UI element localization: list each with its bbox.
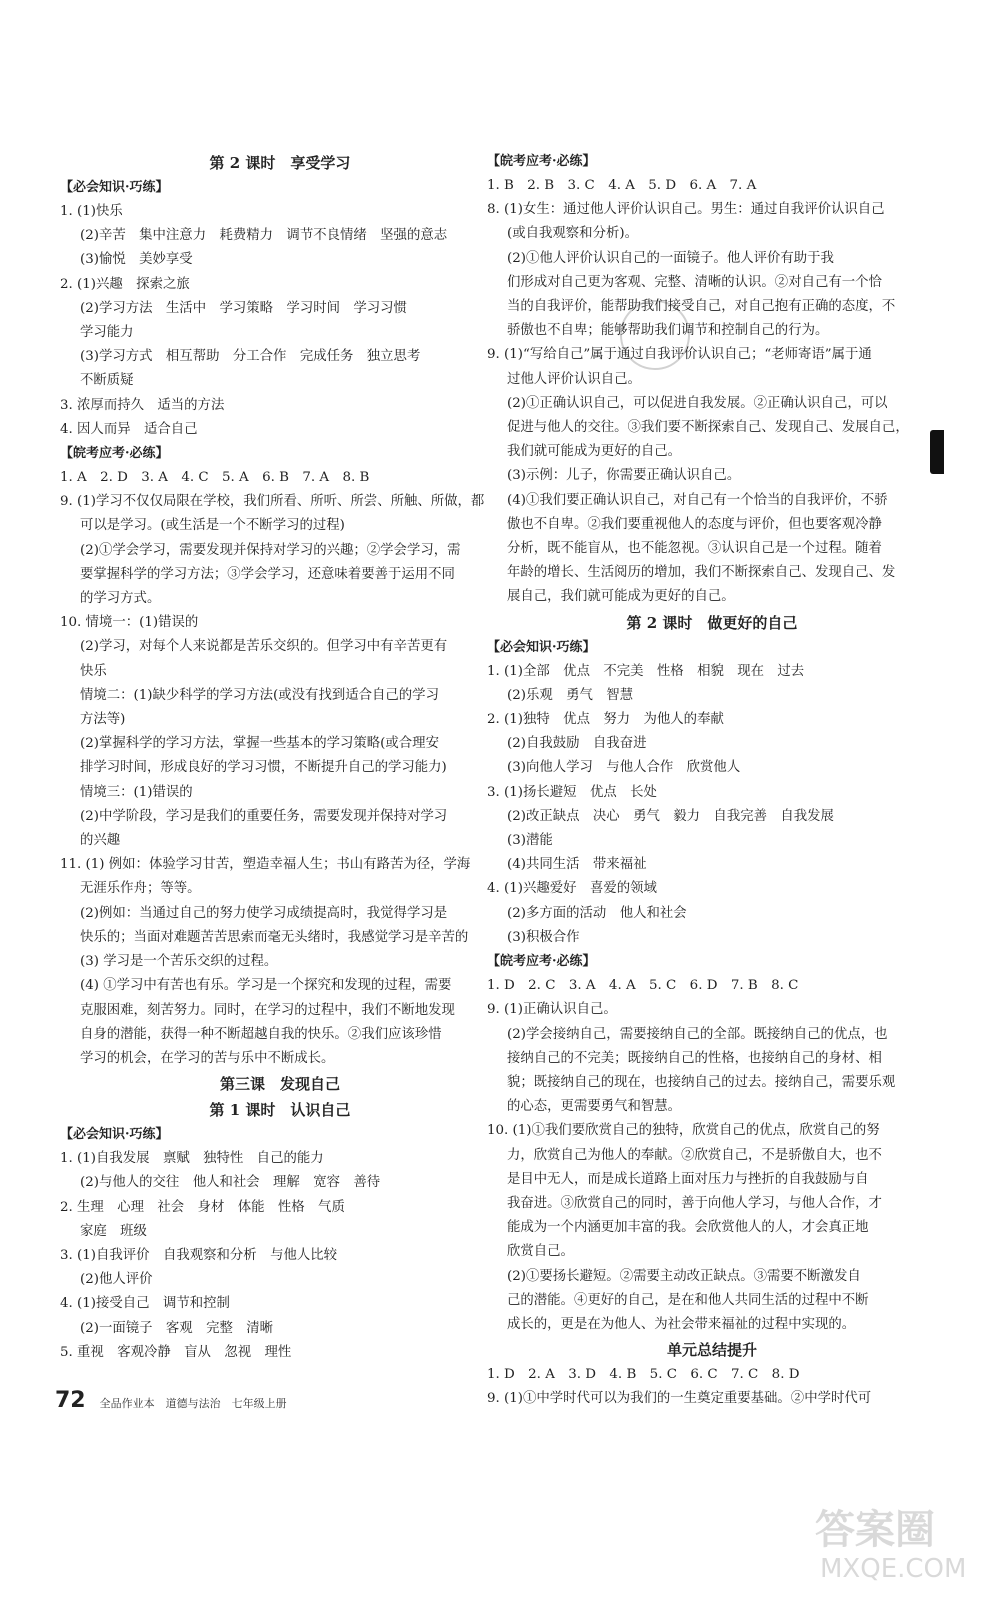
answer-line: 11. (1) 例如：体验学习甘苦，塑造幸福人生；书山有路苦为径，学海 — [60, 857, 471, 873]
answer-line: 接纳自己的不完美；既接纳自己的性格，也接纳自己的身材、相 — [507, 1050, 882, 1066]
answer-line: 8. (1)女生：通过他人评价认识自己。男生：通过自我评价认识自己 — [487, 202, 885, 218]
answer-line: 情境二：(1)缺少科学的学习方法(或没有找到适合自己的学习 — [80, 687, 439, 703]
answer-line: (3)愉悦 美妙享受 — [80, 252, 193, 268]
answer-line: 欣赏自己。 — [507, 1244, 574, 1260]
page-number: 72 — [55, 1388, 86, 1413]
answer-line: 1. (1)全部 优点 不完美 性格 相貌 现在 过去 — [487, 663, 805, 679]
answer-line: 展自己，我们就可能成为更好的自己。 — [507, 589, 735, 605]
answer-line: 9. (1)正确认识自己。 — [487, 1002, 617, 1018]
answer-line: 学习的机会，在学习的苦与乐中不断成长。 — [80, 1050, 335, 1066]
answer-line: 2. (1)兴趣 探索之旅 — [60, 276, 190, 292]
answer-line: (2)辛苦 集中注意力 耗费精力 调节不良情绪 坚强的意志 — [80, 228, 448, 244]
answer-line: 3. (1)自我评价 自我观察和分析 与他人比较 — [60, 1247, 338, 1263]
answer-line: (2)①他人评价认识自己的一面镜子。他人评价有助于我 — [507, 250, 834, 266]
answer-line: (2)①学会学习，需要发现并保持对学习的兴趣；②学会学习，需 — [80, 542, 461, 558]
answer-line: (2)改正缺点 决心 勇气 毅力 自我完善 自我发展 — [507, 808, 834, 824]
section-title: 第 2 课时 享受学习 — [209, 154, 351, 172]
answer-line: (或自我观察和分析)。 — [507, 226, 638, 242]
answer-line: 的兴趣 — [80, 833, 121, 849]
answer-line: 促进与他人的交往。③我们要不断探索自己、发现自己、发展自己， — [507, 420, 909, 436]
answer-line: (2)他人评价 — [80, 1272, 153, 1288]
answer-line: 1. D 2. C 3. A 4. A 5. C 6. D 7. B 8. C — [487, 978, 799, 994]
answer-line: (2)①正确认识自己，可以促进自我发展。②正确认识自己，可以 — [507, 395, 888, 411]
answer-line: 可以是学习。(或生活是一个不断学习的过程) — [80, 518, 345, 534]
answer-line: 10. 情境一：(1)错误的 — [60, 615, 199, 631]
right-column — [487, 150, 937, 1412]
answer-line: 己的潜能。④更好的自己，是在和他人共同生活的过程中不断 — [507, 1292, 869, 1308]
answer-line: 分析，既不能盲从，也不能忽视。③认识自己是一个过程。随着 — [507, 541, 882, 557]
answer-line: 能成为一个内涵更加丰富的我。会欣赏他人的人，才会真正地 — [507, 1220, 869, 1236]
answer-line: (2)①要扬长避短。②需要主动改正缺点。③需要不断激发自 — [507, 1268, 861, 1284]
answer-line: 过他人评价认识自己。 — [507, 371, 641, 387]
answer-line: 力，欣赏自己为他人的奉献。②欣赏自己，不是骄傲自大，也不 — [507, 1147, 882, 1163]
answer-line: (2)中学阶段，学习是我们的重要任务，需要发现并保持对学习 — [80, 808, 448, 824]
answer-line: (2)自我鼓励 自我奋进 — [507, 736, 647, 752]
answer-line: 我奋进。③欣赏自己的同时，善于向他人学习，与他人合作，才 — [507, 1195, 882, 1211]
answer-line: (3)向他人学习 与他人合作 欣赏他人 — [507, 760, 741, 776]
answer-line: 傲也不自卑。②我们要重视他人的态度与评价，但也要客观冷静 — [507, 516, 882, 532]
section-header: 【皖考应考·必练】 — [487, 954, 596, 970]
answer-line: (2)学会接纳自己，需要接纳自己的全部。既接纳自己的优点，也 — [507, 1026, 888, 1042]
page-footer — [55, 1388, 287, 1413]
answer-line: 无涯乐作舟；等等。 — [80, 881, 201, 897]
answer-line: (2)与他人的交往 他人和社会 理解 宽容 善待 — [80, 1175, 381, 1191]
answer-line: 2. 生理 心理 社会 身材 体能 性格 气质 — [60, 1199, 345, 1215]
answer-line: (2)例如：当通过自己的努力使学习成绩提高时，我觉得学习是 — [80, 905, 448, 921]
section-title: 第 1 课时 认识自己 — [209, 1101, 351, 1120]
answer-line: 克服困难，刻苦努力。同时，在学习的过程中，我们不断地发现 — [80, 1002, 455, 1018]
section-header: 【皖考应考·必练】 — [487, 154, 596, 169]
answer-line: 1. D 2. A 3. D 4. B 5. C 6. C 7. C 8. D — [487, 1367, 800, 1383]
answer-line: 9. (1)学习不仅仅局限在学校，我们所看、所听、所尝、所触、所做，都 — [60, 494, 485, 510]
book-title: 全品作业本 道德与法治 七年级上册 — [99, 1397, 287, 1410]
answer-line: 情境三：(1)错误的 — [80, 784, 193, 800]
left-column — [60, 150, 500, 1365]
answer-line: 自身的潜能，获得一种不断超越自我的快乐。②我们应该珍惜 — [80, 1026, 442, 1042]
answer-line: 学习能力 — [80, 325, 134, 341]
answer-line: (2)掌握科学的学习方法，掌握一些基本的学习策略(或合理安 — [80, 736, 439, 752]
section-title: 单元总结提升 — [666, 1341, 757, 1360]
answer-line: 的心态，更需要勇气和智慧。 — [507, 1099, 682, 1115]
section-title: 第 2 课时 做更好的自己 — [626, 613, 798, 632]
answer-line: 的学习方式。 — [80, 591, 161, 607]
answer-line: (4)共同生活 带来福祉 — [507, 857, 647, 873]
answer-line: 们形成对自己更为客观、完整、清晰的认识。②对自己有一个恰 — [507, 274, 882, 290]
answer-line: (3) 学习是一个苦乐交织的过程。 — [80, 954, 278, 970]
answer-line: (3)示例：儿子，你需要正确认识自己。 — [507, 468, 741, 484]
answer-line: 3. (1)扬长避短 优点 长处 — [487, 784, 657, 800]
section-header: 【必会知识·巧练】 — [487, 639, 596, 655]
answer-line: 是目中无人，而是成长道路上面对压力与挫折的自我鼓励与自 — [507, 1171, 869, 1187]
watermark-url-text: MXQE.COM — [820, 1554, 967, 1584]
answer-line: 4. (1)接受自己 调节和控制 — [60, 1296, 230, 1312]
stamp-watermark — [620, 300, 690, 370]
answer-line: 3. 浓厚而持久 适当的方法 — [60, 397, 225, 413]
section-title: 第三课 发现自己 — [219, 1075, 340, 1094]
answer-line: 家庭 班级 — [80, 1223, 147, 1239]
answer-line: 排学习时间，形成良好的学习习惯，不断提升自己的学习能力) — [80, 760, 447, 776]
answer-line: 年龄的增长、生活阅历的增加，我们不断探索自己、发现自己、发 — [507, 565, 896, 581]
answer-line: 方法等) — [80, 712, 126, 728]
answer-line: 1. B 2. B 3. C 4. A 5. D 6. A 7. A — [487, 178, 757, 193]
answer-line: 成长的，更是在为他人、为社会带来福祉的过程中实现的。 — [507, 1316, 856, 1332]
answer-line: (2)学习方法 生活中 学习策略 学习时间 学习习惯 — [80, 300, 407, 316]
answer-line: 1. (1)自我发展 禀赋 独特性 自己的能力 — [60, 1151, 324, 1167]
answer-line: 要掌握科学的学习方法；③学会学习，还意味着要善于运用不同 — [80, 566, 455, 582]
answer-line: 1. (1)快乐 — [60, 204, 123, 219]
answer-line: 快乐 — [80, 663, 107, 679]
page-edge-mark — [930, 430, 944, 474]
section-header: 【皖考应考·必练】 — [60, 446, 169, 462]
answer-line: 我们就可能成为更好的自己。 — [507, 444, 682, 460]
answer-line: (4) ①学习中有苦也有乐。学习是一个探究和发现的过程，需要 — [80, 978, 452, 994]
answer-line: 当的自我评价，能帮助我们接受自己，对自己抱有正确的态度，不 — [507, 299, 896, 315]
watermark-logo — [810, 1495, 985, 1585]
watermark-logo-text: 答案圈 — [815, 1507, 935, 1553]
answer-line: (3)积极合作 — [507, 929, 580, 945]
answer-line: (2)一面镜子 客观 完整 清晰 — [80, 1320, 274, 1336]
section-header: 【必会知识·巧练】 — [60, 1127, 169, 1143]
answer-line: (4)①我们要正确认识自己，对自己有一个恰当的自我评价，不骄 — [507, 492, 888, 508]
answer-line: (2)乐观 勇气 智慧 — [507, 687, 634, 703]
answer-line: 骄傲也不自卑；能够帮助我们调节和控制自己的行为。 — [507, 323, 829, 339]
answer-line: 4. 因人而异 适合自己 — [60, 421, 198, 437]
answer-line: 4. (1)兴趣爱好 喜爱的领域 — [487, 881, 657, 897]
answer-line: 9. (1)①中学时代可以为我们的一生奠定重要基础。②中学时代可 — [487, 1391, 872, 1407]
answer-line: 快乐的；当面对难题苦苦思索而毫无头绪时，我感觉学习是辛苦的 — [80, 929, 469, 945]
answer-line: (2)多方面的活动 他人和社会 — [507, 905, 687, 921]
answer-line: 2. (1)独特 优点 努力 为他人的奉献 — [487, 712, 724, 728]
answer-line: 5. 重视 客观冷静 盲从 忽视 理性 — [60, 1344, 292, 1360]
answer-line: 9. (1)“写给自己”属于通过自我评价认识自己；“老师寄语”属于通 — [487, 347, 872, 363]
answer-line: 10. (1)①我们要欣赏自己的独特，欣赏自己的优点，欣赏自己的努 — [487, 1123, 880, 1139]
section-header: 【必会知识·巧练】 — [60, 180, 169, 195]
answer-line: (2)学习，对每个人来说都是苦乐交织的。但学习中有辛苦更有 — [80, 639, 448, 655]
answer-line: 1. A 2. D 3. A 4. C 5. A 6. B 7. A 8. B — [60, 470, 370, 486]
answer-line: (3)学习方式 相互帮助 分工合作 完成任务 独立思考 — [80, 349, 421, 365]
answer-line: 貌；既接纳自己的现在，也接纳自己的过去。接纳自己，需要乐观 — [507, 1074, 896, 1090]
answer-line: (3)潜能 — [507, 833, 553, 849]
answer-line: 不断质疑 — [80, 373, 134, 389]
